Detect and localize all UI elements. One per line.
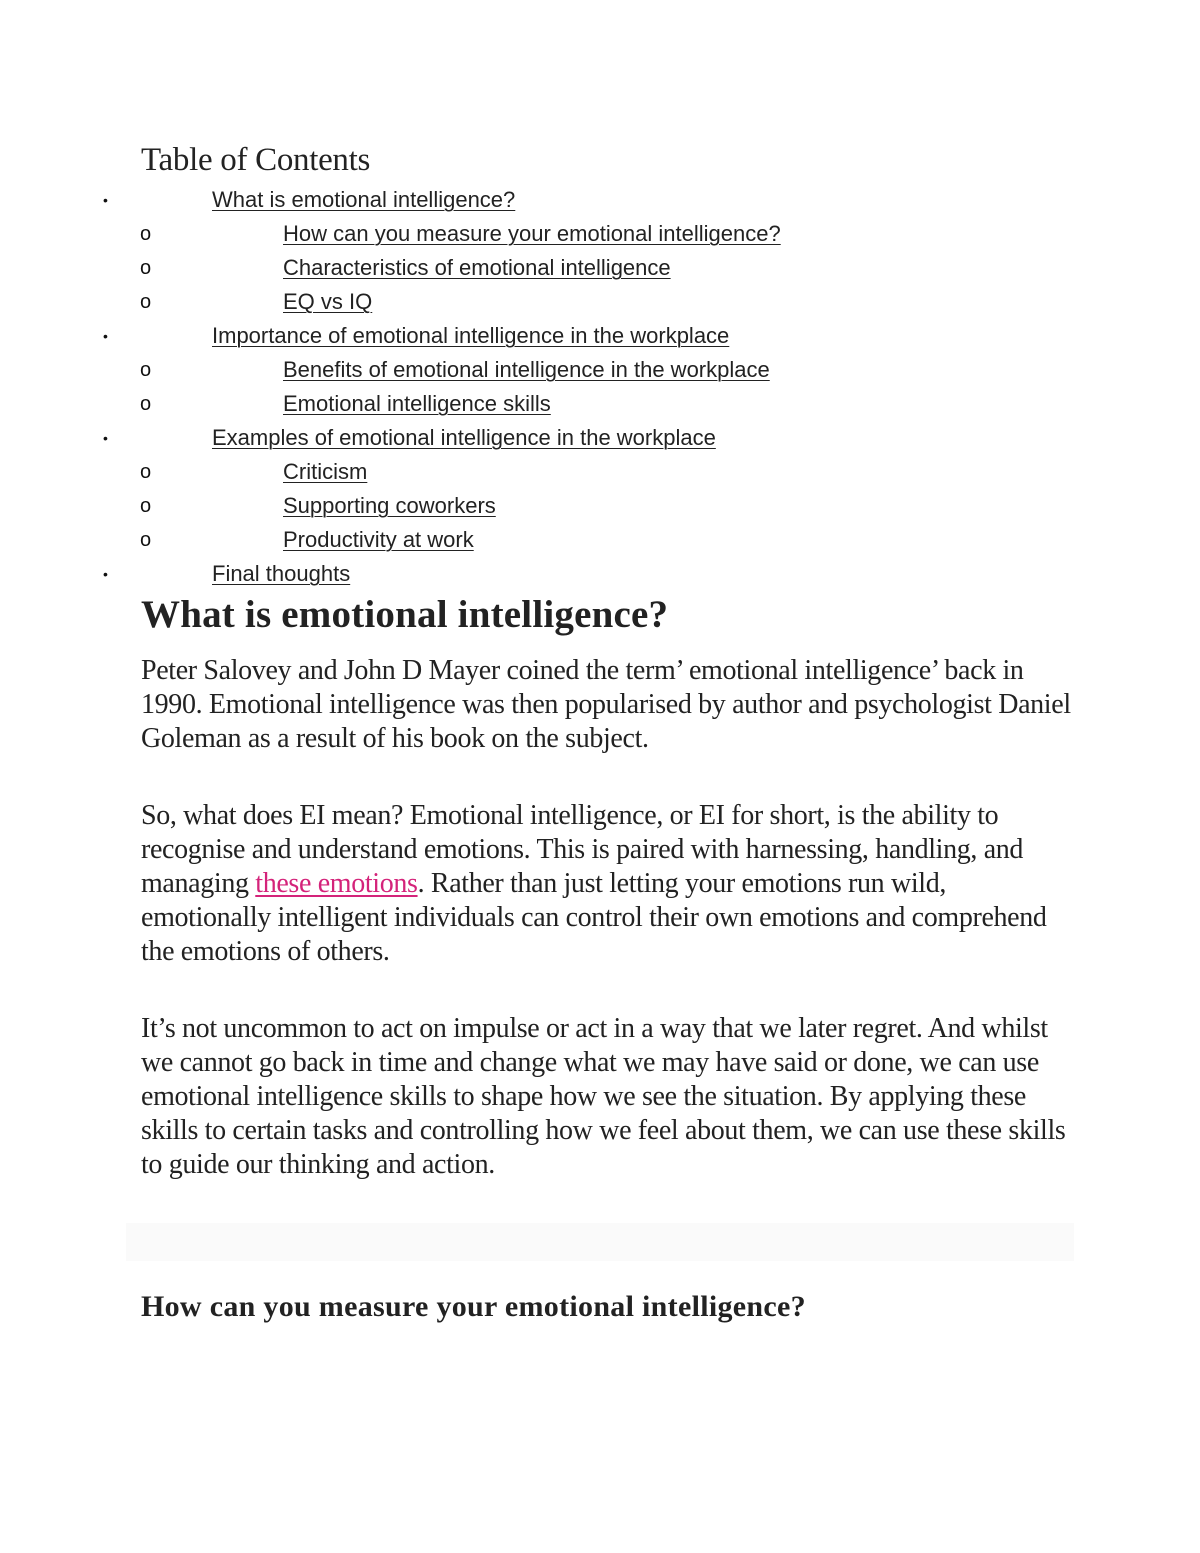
toc-item xyxy=(0,455,1200,489)
bullet-icon: • xyxy=(103,566,108,582)
toc-item xyxy=(0,557,1200,591)
paragraph-1: Peter Salovey and John D Mayer coined the term’ emotional intelligence’ back in 1990. Emotional intelligence was then popularised by author and psychologist Daniel Goleman as a result of his book on the subject. xyxy=(141,655,1071,754)
toc-item xyxy=(0,523,1200,557)
paragraph-2 xyxy=(141,799,1071,969)
bullet-icon: • xyxy=(103,430,108,446)
toc-link-what-is-emotional-intelligence[interactable]: What is emotional intelligence? xyxy=(212,187,516,212)
sub-bullet-icon: o xyxy=(140,359,152,381)
bullet-icon: • xyxy=(103,328,108,344)
sub-bullet-icon: o xyxy=(140,393,152,415)
paragraph-3: It’s not uncommon to act on impulse or act in a way that we later regret. And whilst we cannot go back in time and change what we may have said or done, we can use emotional intelligence skills to shape how we see the situation. By applying these skills to certain tasks and controlling how we feel about them, we can use these skills to guide our thinking and action. xyxy=(141,1013,1066,1180)
subsection-heading: How can you measure your emotional intelligence? xyxy=(141,1290,806,1323)
toc-link-supporting-coworkers[interactable]: Supporting coworkers xyxy=(283,493,496,518)
sub-bullet-icon: o xyxy=(140,257,152,279)
toc-item xyxy=(0,421,1200,455)
section-heading: What is emotional intelligence? xyxy=(141,593,669,636)
toc-link-characteristics[interactable]: Characteristics of emotional intelligence xyxy=(283,255,671,280)
table-of-contents xyxy=(0,183,1200,591)
toc-title: Table of Contents xyxy=(141,142,371,178)
toc-link-measure-emotional-intelligence[interactable]: How can you measure your emotional intelligence? xyxy=(283,221,781,246)
toc-item xyxy=(0,183,1200,217)
toc-link-criticism[interactable]: Criticism xyxy=(283,459,368,484)
sub-bullet-icon: o xyxy=(140,529,152,551)
toc-item xyxy=(0,285,1200,319)
paragraph-2-text-end: . Rather than just letting your emotions run wild, emotionally intelligent individuals can control their own emotions and comprehend the emotions of others. xyxy=(141,868,1047,967)
toc-item xyxy=(0,319,1200,353)
toc-item xyxy=(0,251,1200,285)
toc-link-benefits-workplace[interactable]: Benefits of emotional intelligence in the workplace xyxy=(283,357,770,382)
toc-item xyxy=(0,217,1200,251)
toc-link-eq-vs-iq[interactable]: EQ vs IQ xyxy=(283,289,373,314)
toc-link-examples-workplace[interactable]: Examples of emotional intelligence in the workplace xyxy=(212,425,716,450)
toc-link-importance-workplace[interactable]: Importance of emotional intelligence in the workplace xyxy=(212,323,730,348)
paragraph-2-text-start: So, what does EI mean? Emotional intelligence, or EI for short, is the ability to recognise and understand emotions. This is paired with harnessing, handling, and managing xyxy=(141,800,1024,899)
these-emotions-link[interactable]: these emotions xyxy=(255,868,418,899)
sub-bullet-icon: o xyxy=(140,461,152,483)
sub-bullet-icon: o xyxy=(140,223,152,245)
sub-bullet-icon: o xyxy=(140,291,152,313)
toc-link-final-thoughts[interactable]: Final thoughts xyxy=(212,561,351,586)
section-divider xyxy=(126,1223,1074,1261)
toc-item xyxy=(0,489,1200,523)
toc-link-skills[interactable]: Emotional intelligence skills xyxy=(283,391,551,416)
sub-bullet-icon: o xyxy=(140,495,152,517)
bullet-icon: • xyxy=(103,192,108,208)
toc-link-productivity[interactable]: Productivity at work xyxy=(283,527,474,552)
toc-item xyxy=(0,387,1200,421)
toc-item xyxy=(0,353,1200,387)
